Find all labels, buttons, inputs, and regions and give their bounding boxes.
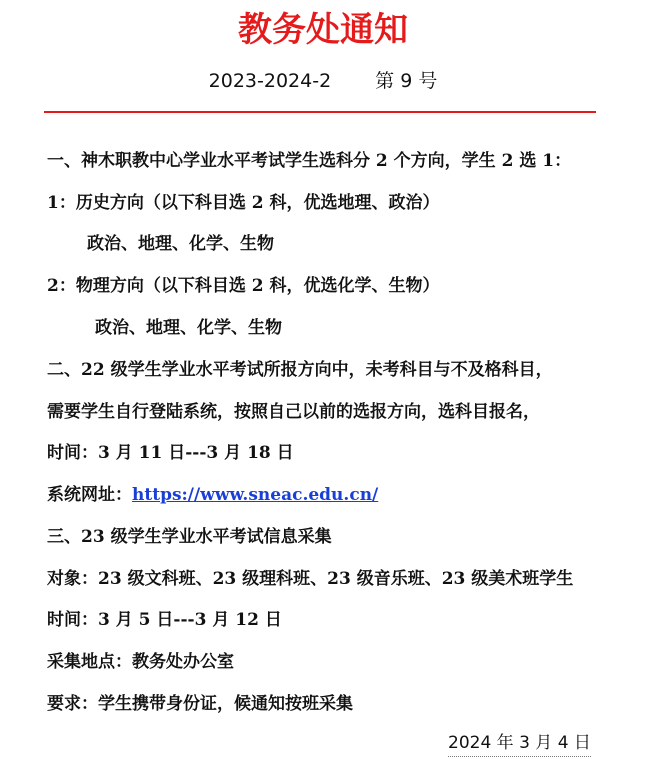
section-1-heading: 一、神木职教中心学业水平考试学生选科分 2 个方向，学生 2 选 1： [47, 151, 572, 171]
history-subjects: 政治、地理、化学、生物 [87, 234, 274, 254]
section-3-target: 对象：23 级文科班、23 级理科班、23 级音乐班、23 级美术班学生 [47, 569, 574, 589]
physics-subjects: 政治、地理、化学、生物 [95, 318, 282, 338]
notice-date: 2024 年 3 月 4 日 [448, 731, 591, 757]
section-3-heading: 三、23 级学生学业水平考试信息采集 [47, 527, 332, 547]
notice-title: 教务处通知 [238, 10, 408, 50]
requirements: 要求：学生携带身份证，候通知按班采集 [47, 694, 353, 714]
section-2-time: 时间：3 月 11 日---3 月 18 日 [47, 443, 294, 463]
physics-direction: 2：物理方向（以下科目选 2 科，优选化学、生物） [47, 276, 440, 296]
document-number-line [0, 68, 646, 94]
history-direction: 1：历史方向（以下科目选 2 科，优选地理、政治） [47, 193, 440, 213]
section-3-time: 时间：3 月 5 日---3 月 12 日 [47, 610, 282, 630]
collection-location: 采集地点：教务处办公室 [47, 652, 234, 672]
red-divider [44, 111, 596, 113]
system-url-link[interactable]: https://www.sneac.edu.cn/ [132, 485, 379, 505]
system-url-label: 系统网址： [47, 485, 132, 505]
system-url-line [47, 483, 378, 507]
section-2-instruction: 需要学生自行登陆系统，按照自己以前的选报方向，选科目报名， [47, 402, 540, 422]
document-number: 2023-2024-2 [208, 70, 332, 92]
section-2-heading: 二、22 级学生学业水平考试所报方向中，未考科目与不及格科目， [47, 360, 553, 380]
issue-number: 第 9 号 [375, 70, 438, 92]
